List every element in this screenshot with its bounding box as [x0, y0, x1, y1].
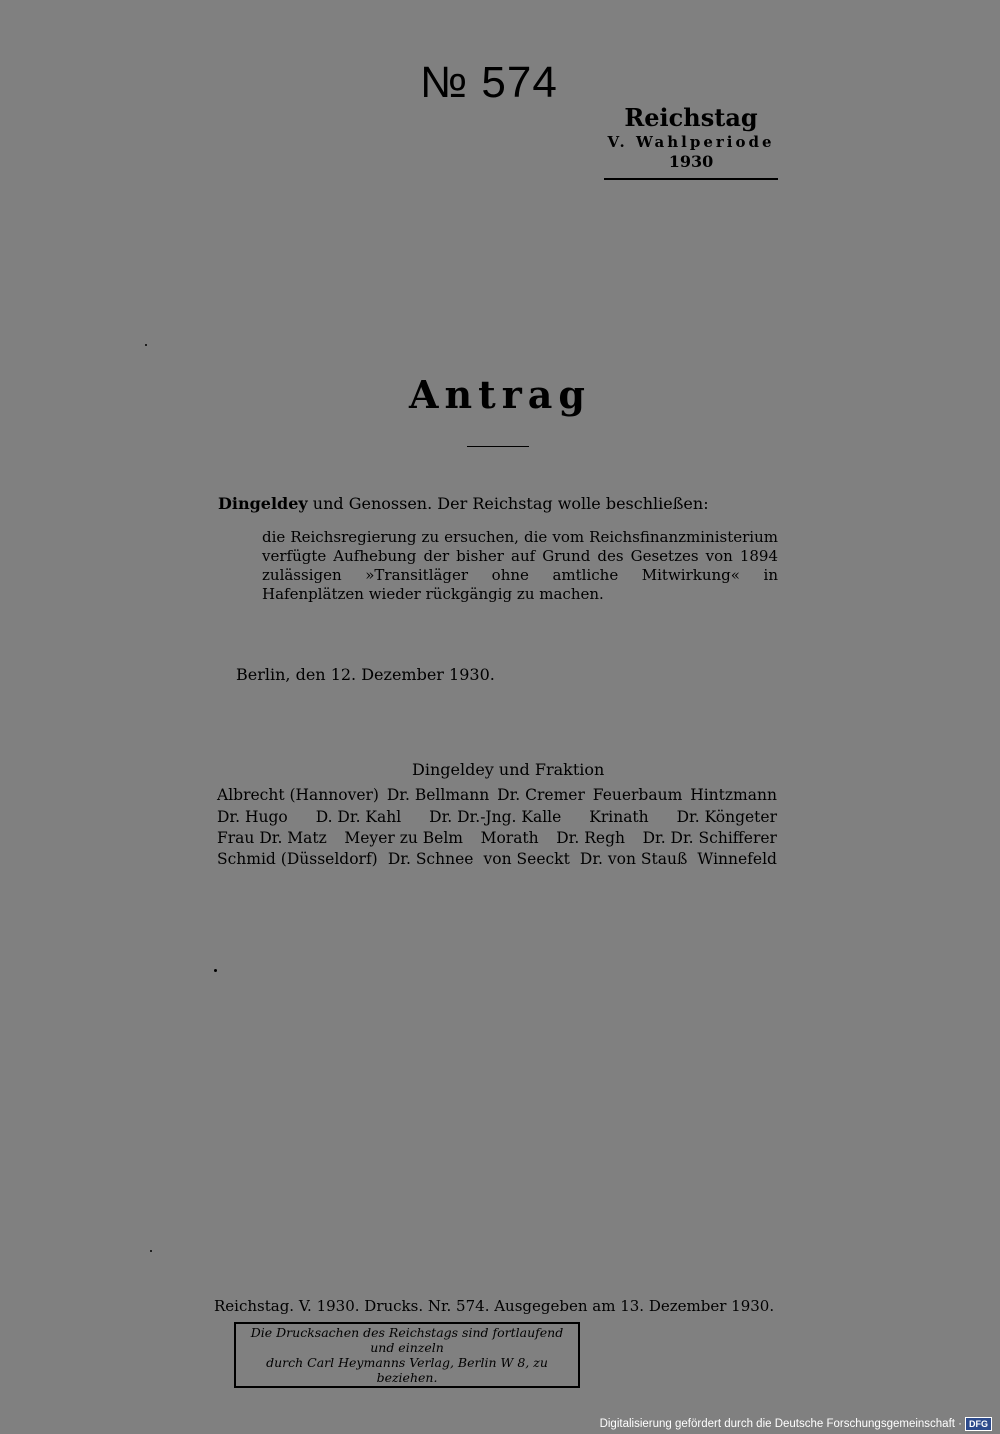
- signature-heading: Dingeldey und Fraktion: [412, 760, 605, 779]
- signatory: Feuerbaum: [592, 786, 683, 804]
- intro-text: und Genossen. Der Reichstag wolle beschließen:: [307, 494, 709, 513]
- signatory: Dr. Bellmann: [386, 786, 490, 804]
- signatory: Dr. Cremer: [497, 786, 585, 804]
- signatory: Dr. von Stauß: [579, 850, 688, 868]
- date-line: Berlin, den 12. Dezember 1930.: [236, 665, 495, 684]
- signatory: Meyer zu Belm: [344, 829, 463, 847]
- reichstag-title: Reichstag: [624, 103, 758, 132]
- signatory: Hintzmann: [690, 786, 777, 804]
- signatory: Dr. Hugo: [217, 808, 288, 826]
- author-name: Dingeldey: [218, 494, 308, 513]
- footer-line: Reichstag. V. 1930. Drucks. Nr. 574. Ausgegeben am 13. Dezember 1930.: [214, 1297, 775, 1315]
- motion-body: die Reichsregierung zu ersuchen, die vom Reichsfinanzministerium verfügte Aufhebung der bisher auf Grund des Gesetzes von 1894 zulässigen »Transitläger ohne amtliche Mitwirkung« in Hafenplätzen wieder rückgängig zu machen.: [262, 528, 778, 603]
- signatory: D. Dr. Kahl: [315, 808, 402, 826]
- notice-line-2: durch Carl Heymanns Verlag, Berlin W 8, zu beziehen.: [266, 1355, 548, 1385]
- signatory: Morath: [480, 829, 539, 847]
- ink-speck: [214, 969, 217, 972]
- signatory: Dr. Dr.-Jng. Kalle: [429, 808, 562, 826]
- signature-row: [217, 850, 777, 868]
- signatory: Krinath: [589, 808, 649, 826]
- publisher-notice: [234, 1322, 580, 1388]
- reichstag-header: [604, 104, 778, 182]
- ink-speck: [145, 344, 147, 346]
- page-title: Antrag: [409, 372, 591, 417]
- signature-row: [217, 808, 777, 826]
- wahlperiode: V. Wahlperiode: [607, 133, 775, 151]
- document-number: № 574: [420, 58, 558, 107]
- credit-text: Digitalisierung gefördert durch die Deutsche Forschungsgemeinschaft ·: [599, 1418, 962, 1430]
- notice-line-1: Die Drucksachen des Reichstags sind fortlaufend und einzeln: [250, 1325, 564, 1355]
- signatory: Frau Dr. Matz: [217, 829, 327, 847]
- dfg-logo-icon: DFG: [965, 1417, 992, 1431]
- header-rule: [604, 178, 778, 182]
- signatory: von Seeckt: [483, 850, 570, 868]
- signatory: Albrecht (Hannover): [217, 786, 379, 804]
- signature-row: [217, 786, 777, 804]
- signatory: Schmid (Düsseldorf): [217, 850, 378, 868]
- signatory: Dr. Köngeter: [676, 808, 777, 826]
- signatory: Dr. Regh: [556, 829, 625, 847]
- signatory: Dr. Schnee: [387, 850, 474, 868]
- digitization-credit: [600, 1417, 992, 1431]
- signature-row: [217, 829, 777, 847]
- year: 1930: [668, 152, 714, 171]
- signatory: Dr. Dr. Schifferer: [642, 829, 777, 847]
- intro-line: [218, 494, 709, 513]
- title-divider: [467, 446, 529, 447]
- signatory: Winnefeld: [697, 850, 777, 868]
- ink-speck: [150, 1250, 152, 1252]
